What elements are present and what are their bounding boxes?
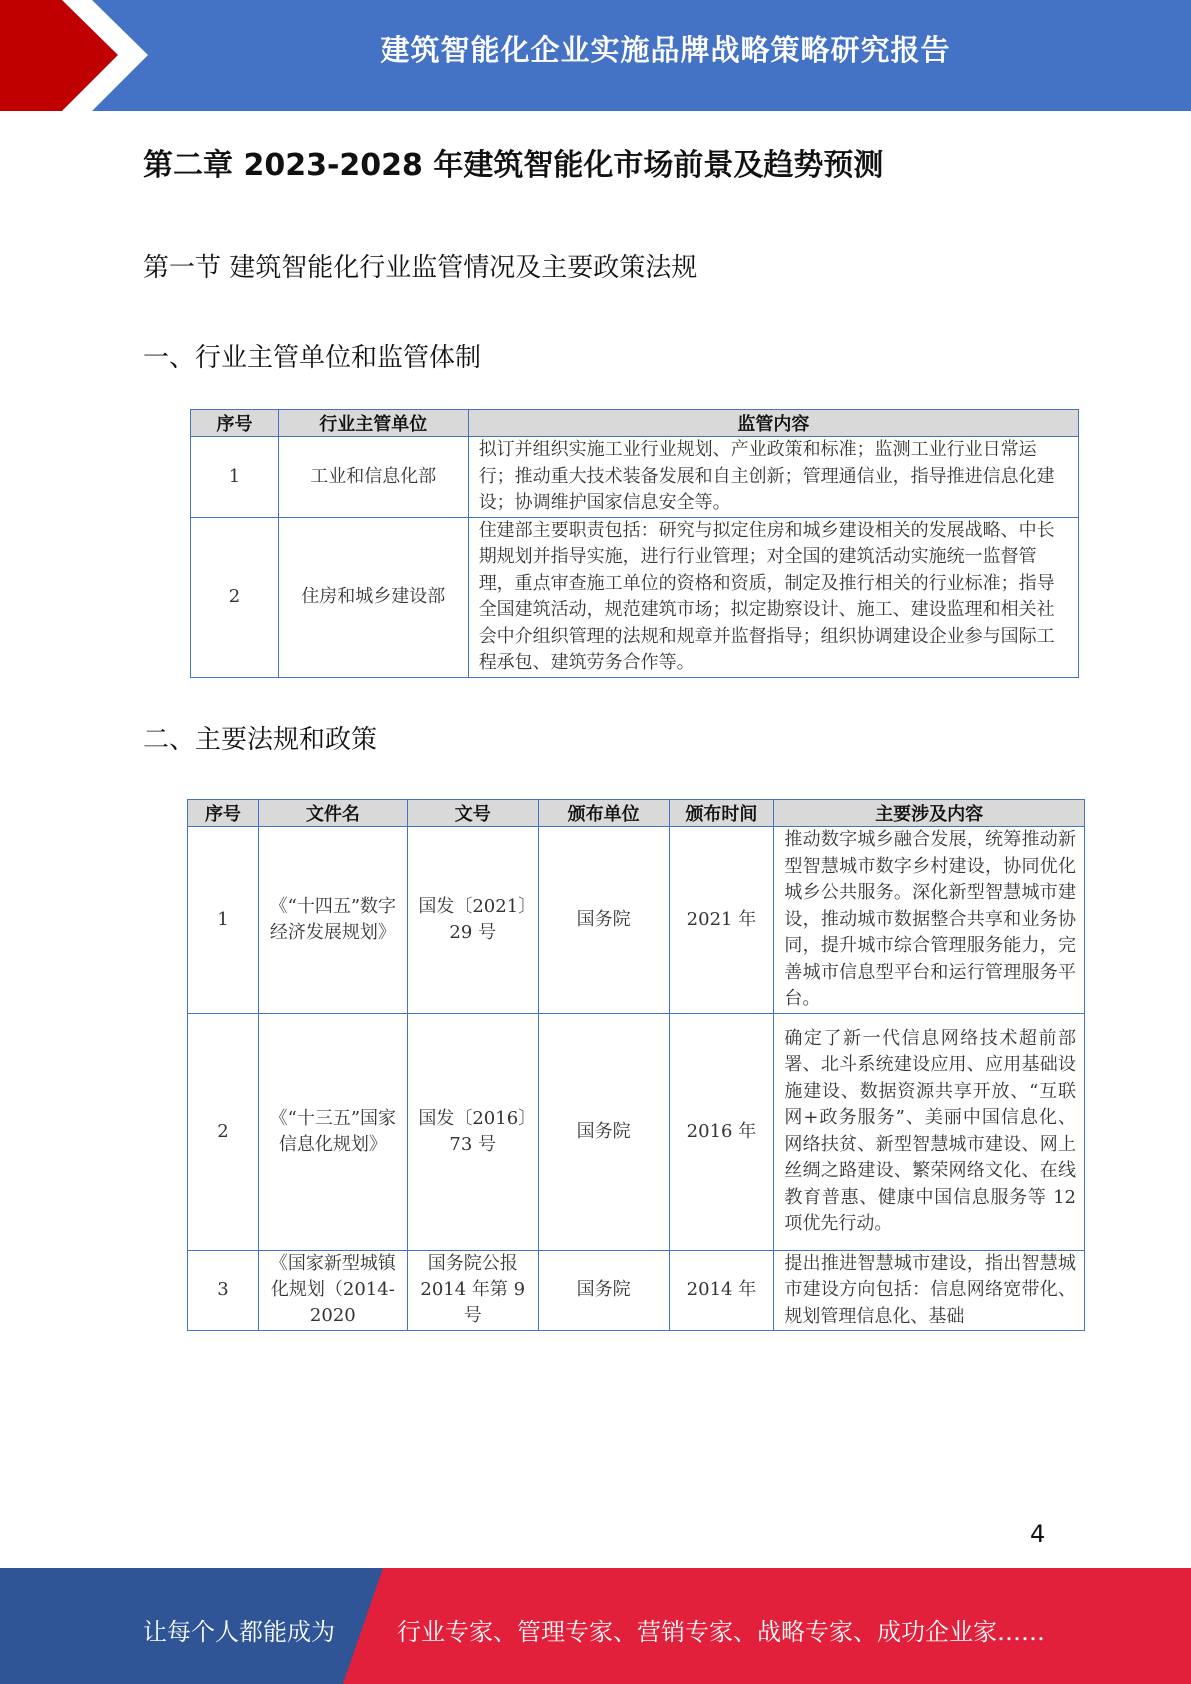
- column-header: 主要涉及内容: [774, 800, 1085, 827]
- chapter-title: 第二章 2023-2028 年建筑智能化市场前景及趋势预测: [143, 148, 884, 183]
- footer-slogan-left: 让每个人都能成为: [143, 1618, 335, 1646]
- subsection-title-1: 一、行业主管单位和监管体制: [143, 343, 482, 373]
- page-number: 4: [1030, 1520, 1046, 1548]
- regulator-unit: 住房和城乡建设部: [278, 517, 468, 677]
- regulator-table: [190, 409, 1079, 678]
- column-header: 行业主管单位: [278, 410, 468, 437]
- document-number: 国发〔2016〕73 号: [407, 1013, 538, 1250]
- document-number: 国发〔2021〕29 号: [407, 827, 538, 1014]
- table-header-row: [191, 410, 1079, 437]
- issue-time: 2021 年: [669, 827, 774, 1014]
- table-header-row: [188, 800, 1085, 827]
- row-number: 2: [188, 1013, 259, 1250]
- section-title: 第一节 建筑智能化行业监管情况及主要政策法规: [143, 253, 698, 283]
- header-title: 建筑智能化企业实施品牌战略策略研究报告: [380, 33, 951, 67]
- policy-table: [187, 799, 1085, 1331]
- policy-content: 提出推进智慧城市建设，指出智慧城市建设方向包括：信息网络宽带化、规划管理信息化、基础: [774, 1250, 1085, 1331]
- regulator-unit: 工业和信息化部: [278, 437, 468, 518]
- table-row: [191, 437, 1079, 518]
- footer-slogan-right: 行业专家、管理专家、营销专家、战略专家、成功企业家……: [397, 1618, 1045, 1646]
- table-row: [188, 1013, 1085, 1250]
- column-header: 文号: [407, 800, 538, 827]
- row-number: 1: [191, 437, 279, 518]
- column-header: 序号: [188, 800, 259, 827]
- issuer: 国务院: [538, 1013, 669, 1250]
- regulation-content: 住建部主要职责包括：研究与拟定住房和城乡建设相关的发展战略、中长期规划并指导实施，进行行业管理；对全国的建筑活动实施统一监督管理，重点审查施工单位的资格和资质，制定及推行相关的行业标准；指导全国建筑活动，规范建筑市场；拟定勘察设计、施工、建设监理和相关社会中介组织管理的法规和规章并监督指导；组织协调建设企业参与国际工程承包、建筑劳务合作等。: [468, 517, 1078, 677]
- table-row: [188, 1250, 1085, 1331]
- issuer: 国务院: [538, 827, 669, 1014]
- regulation-content: 拟订并组织实施工业行业规划、产业政策和标准；监测工业行业日常运行；推动重大技术装备发展和自主创新；管理通信业，指导推进信息化建设；协调维护国家信息安全等。: [468, 437, 1078, 518]
- issuer: 国务院: [538, 1250, 669, 1331]
- subsection-title-2: 二、主要法规和政策: [143, 725, 378, 755]
- table-row: [191, 517, 1079, 677]
- issue-time: 2014 年: [669, 1250, 774, 1331]
- header-banner: [0, 0, 1191, 111]
- row-number: 2: [191, 517, 279, 677]
- column-header: 颁布单位: [538, 800, 669, 827]
- document-number: 国务院公报2014 年第 9 号: [407, 1250, 538, 1331]
- column-header: 序号: [191, 410, 279, 437]
- column-header: 文件名: [258, 800, 407, 827]
- row-number: 1: [188, 827, 259, 1014]
- column-header: 颁布时间: [669, 800, 774, 827]
- column-header: 监管内容: [468, 410, 1078, 437]
- document-name: 《“十四五”数字经济发展规划》: [258, 827, 407, 1014]
- policy-content: 确定了新一代信息网络技术超前部署、北斗系统建设应用、应用基础设施建设、数据资源共享开放、“互联网+政务服务”、美丽中国信息化、网络扶贫、新型智慧城市建设、网上丝绸之路建设、繁荣网络文化、在线教育普惠、健康中国信息服务等 12 项优先行动。: [774, 1013, 1085, 1250]
- policy-content: 推动数字城乡融合发展，统筹推动新型智慧城市数字乡村建设，协同优化城乡公共服务。深化新型智慧城市建设，推动城市数据整合共享和业务协同，提升城市综合管理服务能力，完善城市信息型平台和运行管理服务平台。: [774, 827, 1085, 1014]
- header-arrow-decoration: [0, 0, 160, 111]
- document-name: 《“十三五”国家信息化规划》: [258, 1013, 407, 1250]
- document-name: 《国家新型城镇化规划（2014-2020: [258, 1250, 407, 1331]
- row-number: 3: [188, 1250, 259, 1331]
- table-row: [188, 827, 1085, 1014]
- issue-time: 2016 年: [669, 1013, 774, 1250]
